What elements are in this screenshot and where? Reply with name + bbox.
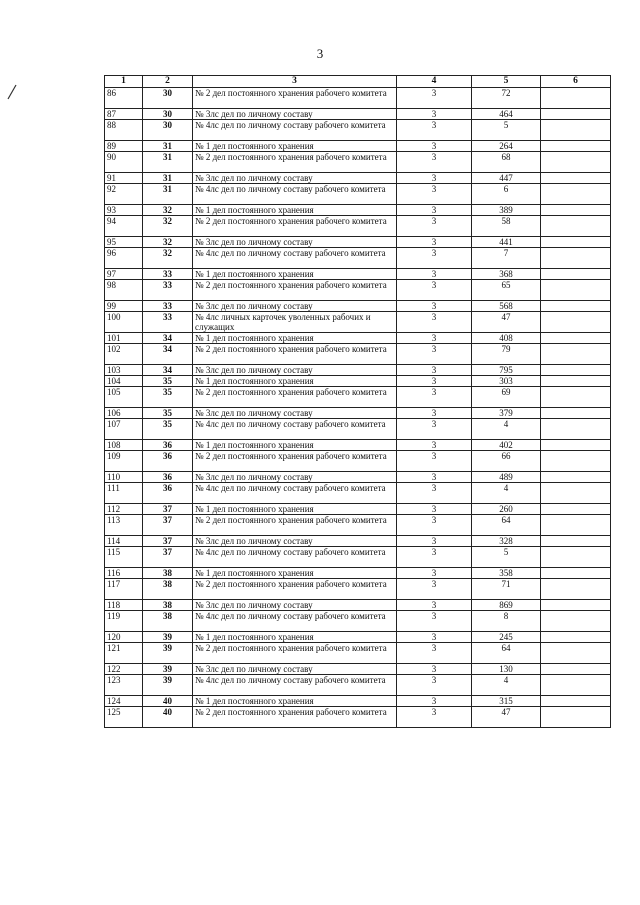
- section-cell: 3: [397, 88, 472, 109]
- row-number-cell: 89: [105, 141, 143, 152]
- note-cell: [541, 440, 611, 451]
- section-cell: 3: [397, 632, 472, 643]
- inventory-title-cell: № 3лс дел по личному составу: [193, 600, 397, 611]
- section-cell: 3: [397, 568, 472, 579]
- table-row: [105, 152, 611, 173]
- inventory-title-cell: № 1 дел постоянного хранения: [193, 333, 397, 344]
- section-cell: 3: [397, 643, 472, 664]
- inventory-number-cell: 38: [143, 600, 193, 611]
- note-cell: [541, 504, 611, 515]
- section-cell: 3: [397, 141, 472, 152]
- inventory-title-cell: № 1 дел постоянного хранения: [193, 141, 397, 152]
- file-count-cell: 303: [472, 376, 541, 387]
- note-cell: [541, 643, 611, 664]
- inventory-title-cell: № 3лс дел по личному составу: [193, 365, 397, 376]
- inventory-number-cell: 38: [143, 579, 193, 600]
- inventory-number-cell: 39: [143, 632, 193, 643]
- row-number-cell: 124: [105, 696, 143, 707]
- inventory-number-cell: 37: [143, 504, 193, 515]
- section-cell: 3: [397, 237, 472, 248]
- row-number-cell: 111: [105, 483, 143, 504]
- file-count-cell: 245: [472, 632, 541, 643]
- row-number-cell: 118: [105, 600, 143, 611]
- file-count-cell: 441: [472, 237, 541, 248]
- file-count-cell: 5: [472, 120, 541, 141]
- section-cell: 3: [397, 408, 472, 419]
- file-count-cell: 379: [472, 408, 541, 419]
- pen-stroke-mark: [6, 84, 18, 100]
- row-number-cell: 99: [105, 301, 143, 312]
- inventory-title-cell: № 3лс дел по личному составу: [193, 472, 397, 483]
- inventory-number-cell: 31: [143, 173, 193, 184]
- file-count-cell: 358: [472, 568, 541, 579]
- row-number-cell: 96: [105, 248, 143, 269]
- row-number-cell: 123: [105, 675, 143, 696]
- inventory-title-cell: № 3лс дел по личному составу: [193, 301, 397, 312]
- file-count-cell: 568: [472, 301, 541, 312]
- table-row: [105, 632, 611, 643]
- note-cell: [541, 472, 611, 483]
- row-number-cell: 94: [105, 216, 143, 237]
- row-number-cell: 95: [105, 237, 143, 248]
- table-row: [105, 643, 611, 664]
- table-row: [105, 387, 611, 408]
- file-count-cell: 69: [472, 387, 541, 408]
- file-count-cell: 58: [472, 216, 541, 237]
- note-cell: [541, 365, 611, 376]
- note-cell: [541, 333, 611, 344]
- section-cell: 3: [397, 419, 472, 440]
- inventory-title-cell: № 3лс дел по личному составу: [193, 408, 397, 419]
- note-cell: [541, 376, 611, 387]
- inventory-number-cell: 35: [143, 419, 193, 440]
- inventory-number-cell: 36: [143, 472, 193, 483]
- column-header: 1: [105, 76, 143, 88]
- inventory-number-cell: 39: [143, 643, 193, 664]
- inventory-title-cell: № 3лс дел по личному составу: [193, 237, 397, 248]
- section-cell: 3: [397, 472, 472, 483]
- inventory-number-cell: 33: [143, 280, 193, 301]
- file-count-cell: 72: [472, 88, 541, 109]
- table-row: [105, 664, 611, 675]
- note-cell: [541, 600, 611, 611]
- section-cell: 3: [397, 205, 472, 216]
- section-cell: 3: [397, 707, 472, 728]
- section-cell: 3: [397, 515, 472, 536]
- table-row: [105, 365, 611, 376]
- note-cell: [541, 387, 611, 408]
- section-cell: 3: [397, 216, 472, 237]
- inventory-title-cell: № 1 дел постоянного хранения: [193, 568, 397, 579]
- inventory-number-cell: 36: [143, 440, 193, 451]
- note-cell: [541, 205, 611, 216]
- row-number-cell: 117: [105, 579, 143, 600]
- inventory-number-cell: 37: [143, 536, 193, 547]
- inventory-title-cell: № 4лс дел по личному составу рабочего комитета: [193, 184, 397, 205]
- table-row: [105, 568, 611, 579]
- row-number-cell: 108: [105, 440, 143, 451]
- row-number-cell: 107: [105, 419, 143, 440]
- inventory-title-cell: № 2 дел постоянного хранения рабочего комитета: [193, 216, 397, 237]
- note-cell: [541, 184, 611, 205]
- row-number-cell: 86: [105, 88, 143, 109]
- row-number-cell: 112: [105, 504, 143, 515]
- file-count-cell: 795: [472, 365, 541, 376]
- section-cell: 3: [397, 483, 472, 504]
- inventory-number-cell: 34: [143, 333, 193, 344]
- row-number-cell: 98: [105, 280, 143, 301]
- section-cell: 3: [397, 269, 472, 280]
- inventory-title-cell: № 2 дел постоянного хранения рабочего комитета: [193, 451, 397, 472]
- inventory-number-cell: 32: [143, 216, 193, 237]
- note-cell: [541, 675, 611, 696]
- inventory-number-cell: 31: [143, 141, 193, 152]
- row-number-cell: 105: [105, 387, 143, 408]
- table-row: [105, 536, 611, 547]
- column-header: 4: [397, 76, 472, 88]
- section-cell: 3: [397, 600, 472, 611]
- inventory-number-cell: 36: [143, 451, 193, 472]
- section-cell: 3: [397, 109, 472, 120]
- file-count-cell: 65: [472, 280, 541, 301]
- inventory-title-cell: № 4лс дел по личному составу рабочего комитета: [193, 547, 397, 568]
- table-row: [105, 419, 611, 440]
- file-count-cell: 489: [472, 472, 541, 483]
- table-row: [105, 280, 611, 301]
- section-cell: 3: [397, 184, 472, 205]
- inventory-number-cell: 33: [143, 312, 193, 333]
- inventory-title-cell: № 4лс дел по личному составу рабочего комитета: [193, 675, 397, 696]
- section-cell: 3: [397, 579, 472, 600]
- table-row: [105, 611, 611, 632]
- row-number-cell: 90: [105, 152, 143, 173]
- note-cell: [541, 664, 611, 675]
- section-cell: 3: [397, 173, 472, 184]
- row-number-cell: 91: [105, 173, 143, 184]
- file-count-cell: 869: [472, 600, 541, 611]
- row-number-cell: 88: [105, 120, 143, 141]
- row-number-cell: 104: [105, 376, 143, 387]
- section-cell: 3: [397, 675, 472, 696]
- table-row: [105, 472, 611, 483]
- section-cell: 3: [397, 152, 472, 173]
- file-count-cell: 264: [472, 141, 541, 152]
- inventory-number-cell: 37: [143, 515, 193, 536]
- column-header: 3: [193, 76, 397, 88]
- section-cell: 3: [397, 536, 472, 547]
- note-cell: [541, 579, 611, 600]
- inventory-number-cell: 32: [143, 237, 193, 248]
- file-count-cell: 4: [472, 483, 541, 504]
- inventory-number-cell: 39: [143, 675, 193, 696]
- table-row: [105, 184, 611, 205]
- note-cell: [541, 248, 611, 269]
- inventory-number-cell: 33: [143, 301, 193, 312]
- section-cell: 3: [397, 312, 472, 333]
- inventory-title-cell: № 4лс дел по личному составу рабочего комитета: [193, 611, 397, 632]
- table-row: [105, 483, 611, 504]
- file-count-cell: 130: [472, 664, 541, 675]
- section-cell: 3: [397, 611, 472, 632]
- section-cell: 3: [397, 301, 472, 312]
- row-number-cell: 101: [105, 333, 143, 344]
- section-cell: 3: [397, 248, 472, 269]
- inventory-number-cell: 31: [143, 152, 193, 173]
- section-cell: 3: [397, 504, 472, 515]
- inventory-number-cell: 40: [143, 707, 193, 728]
- table-row: [105, 333, 611, 344]
- inventory-number-cell: 33: [143, 269, 193, 280]
- file-count-cell: 8: [472, 611, 541, 632]
- table-row: [105, 707, 611, 728]
- inventory-title-cell: № 2 дел постоянного хранения рабочего комитета: [193, 707, 397, 728]
- inventory-number-cell: 40: [143, 696, 193, 707]
- row-number-cell: 113: [105, 515, 143, 536]
- file-count-cell: 464: [472, 109, 541, 120]
- row-number-cell: 122: [105, 664, 143, 675]
- table-row: [105, 504, 611, 515]
- note-cell: [541, 280, 611, 301]
- inventory-title-cell: № 2 дел постоянного хранения рабочего комитета: [193, 515, 397, 536]
- file-count-cell: 68: [472, 152, 541, 173]
- section-cell: 3: [397, 344, 472, 365]
- file-count-cell: 79: [472, 344, 541, 365]
- inventory-title-cell: № 2 дел постоянного хранения рабочего комитета: [193, 387, 397, 408]
- note-cell: [541, 237, 611, 248]
- inventory-title-cell: № 2 дел постоянного хранения рабочего комитета: [193, 643, 397, 664]
- file-count-cell: 389: [472, 205, 541, 216]
- file-count-cell: 71: [472, 579, 541, 600]
- row-number-cell: 116: [105, 568, 143, 579]
- section-cell: 3: [397, 440, 472, 451]
- table-row: [105, 173, 611, 184]
- inventory-number-cell: 39: [143, 664, 193, 675]
- inventory-title-cell: № 4лс дел по личному составу рабочего комитета: [193, 248, 397, 269]
- inventory-number-cell: 35: [143, 408, 193, 419]
- inventory-title-cell: № 3лс дел по личному составу: [193, 664, 397, 675]
- row-number-cell: 100: [105, 312, 143, 333]
- inventory-title-cell: № 4лс личных карточек уволенных рабочих и служащих: [193, 312, 397, 333]
- row-number-cell: 115: [105, 547, 143, 568]
- inventory-title-cell: № 1 дел постоянного хранения: [193, 269, 397, 280]
- note-cell: [541, 451, 611, 472]
- note-cell: [541, 419, 611, 440]
- file-count-cell: 5: [472, 547, 541, 568]
- row-number-cell: 125: [105, 707, 143, 728]
- table-body: [105, 88, 611, 728]
- inventory-title-cell: № 4лс дел по личному составу рабочего комитета: [193, 483, 397, 504]
- note-cell: [541, 611, 611, 632]
- section-cell: 3: [397, 451, 472, 472]
- inventory-title-cell: № 1 дел постоянного хранения: [193, 696, 397, 707]
- file-count-cell: 4: [472, 675, 541, 696]
- inventory-number-cell: 36: [143, 483, 193, 504]
- row-number-cell: 121: [105, 643, 143, 664]
- note-cell: [541, 141, 611, 152]
- section-cell: 3: [397, 333, 472, 344]
- inventory-title-cell: № 2 дел постоянного хранения рабочего комитета: [193, 88, 397, 109]
- inventory-number-cell: 38: [143, 568, 193, 579]
- inventory-title-cell: № 1 дел постоянного хранения: [193, 205, 397, 216]
- table-row: [105, 451, 611, 472]
- file-count-cell: 260: [472, 504, 541, 515]
- section-cell: 3: [397, 664, 472, 675]
- file-count-cell: 4: [472, 419, 541, 440]
- inventory-title-cell: № 2 дел постоянного хранения рабочего комитета: [193, 152, 397, 173]
- row-number-cell: 109: [105, 451, 143, 472]
- file-count-cell: 47: [472, 312, 541, 333]
- section-cell: 3: [397, 376, 472, 387]
- note-cell: [541, 707, 611, 728]
- note-cell: [541, 483, 611, 504]
- inventory-title-cell: № 4лс дел по личному составу рабочего комитета: [193, 120, 397, 141]
- inventory-title-cell: № 1 дел постоянного хранения: [193, 376, 397, 387]
- column-header: 6: [541, 76, 611, 88]
- inventory-title-cell: № 1 дел постоянного хранения: [193, 504, 397, 515]
- table-row: [105, 248, 611, 269]
- note-cell: [541, 301, 611, 312]
- inventory-title-cell: № 3лс дел по личному составу: [193, 173, 397, 184]
- table-row: [105, 675, 611, 696]
- file-count-cell: 328: [472, 536, 541, 547]
- note-cell: [541, 568, 611, 579]
- file-count-cell: 47: [472, 707, 541, 728]
- table-row: [105, 376, 611, 387]
- column-header: 5: [472, 76, 541, 88]
- note-cell: [541, 269, 611, 280]
- note-cell: [541, 547, 611, 568]
- inventory-title-cell: № 1 дел постоянного хранения: [193, 632, 397, 643]
- section-cell: 3: [397, 365, 472, 376]
- table-row: [105, 440, 611, 451]
- row-number-cell: 87: [105, 109, 143, 120]
- note-cell: [541, 312, 611, 333]
- inventory-number-cell: 31: [143, 184, 193, 205]
- table-row: [105, 515, 611, 536]
- file-count-cell: 315: [472, 696, 541, 707]
- row-number-cell: 103: [105, 365, 143, 376]
- table-row: [105, 344, 611, 365]
- row-number-cell: 92: [105, 184, 143, 205]
- row-number-cell: 93: [105, 205, 143, 216]
- note-cell: [541, 408, 611, 419]
- note-cell: [541, 632, 611, 643]
- inventory-number-cell: 30: [143, 120, 193, 141]
- row-number-cell: 102: [105, 344, 143, 365]
- inventory-number-cell: 37: [143, 547, 193, 568]
- note-cell: [541, 536, 611, 547]
- column-header: 2: [143, 76, 193, 88]
- inventory-number-cell: 34: [143, 344, 193, 365]
- table-row: [105, 88, 611, 109]
- table-row: [105, 696, 611, 707]
- note-cell: [541, 88, 611, 109]
- table-header-row: [105, 76, 611, 88]
- inventory-number-cell: 34: [143, 365, 193, 376]
- inventory-number-cell: 35: [143, 387, 193, 408]
- inventory-title-cell: № 2 дел постоянного хранения рабочего комитета: [193, 344, 397, 365]
- table-row: [105, 237, 611, 248]
- table-row: [105, 301, 611, 312]
- table-row: [105, 579, 611, 600]
- inventory-title-cell: № 4лс дел по личному составу рабочего комитета: [193, 419, 397, 440]
- table-row: [105, 141, 611, 152]
- file-count-cell: 447: [472, 173, 541, 184]
- row-number-cell: 106: [105, 408, 143, 419]
- row-number-cell: 120: [105, 632, 143, 643]
- note-cell: [541, 216, 611, 237]
- row-number-cell: 97: [105, 269, 143, 280]
- inventory-title-cell: № 2 дел постоянного хранения рабочего комитета: [193, 280, 397, 301]
- inventory-number-cell: 30: [143, 88, 193, 109]
- file-count-cell: 64: [472, 515, 541, 536]
- inventory-table: [104, 75, 611, 728]
- table-row: [105, 109, 611, 120]
- section-cell: 3: [397, 547, 472, 568]
- row-number-cell: 119: [105, 611, 143, 632]
- section-cell: 3: [397, 280, 472, 301]
- inventory-title-cell: № 1 дел постоянного хранения: [193, 440, 397, 451]
- file-count-cell: 6: [472, 184, 541, 205]
- inventory-number-cell: 38: [143, 611, 193, 632]
- note-cell: [541, 152, 611, 173]
- section-cell: 3: [397, 120, 472, 141]
- table-row: [105, 547, 611, 568]
- row-number-cell: 114: [105, 536, 143, 547]
- table-row: [105, 120, 611, 141]
- file-count-cell: 408: [472, 333, 541, 344]
- page-number: 3: [316, 46, 324, 61]
- inventory-number-cell: 35: [143, 376, 193, 387]
- file-count-cell: 368: [472, 269, 541, 280]
- inventory-title-cell: № 3лс дел по личному составу: [193, 109, 397, 120]
- inventory-title-cell: № 3лс дел по личному составу: [193, 536, 397, 547]
- row-number-cell: 110: [105, 472, 143, 483]
- note-cell: [541, 120, 611, 141]
- table-row: [105, 205, 611, 216]
- note-cell: [541, 109, 611, 120]
- note-cell: [541, 173, 611, 184]
- table-row: [105, 312, 611, 333]
- inventory-title-cell: № 2 дел постоянного хранения рабочего комитета: [193, 579, 397, 600]
- file-count-cell: 66: [472, 451, 541, 472]
- inventory-number-cell: 30: [143, 109, 193, 120]
- table-row: [105, 269, 611, 280]
- inventory-number-cell: 32: [143, 248, 193, 269]
- note-cell: [541, 696, 611, 707]
- table-row: [105, 600, 611, 611]
- note-cell: [541, 515, 611, 536]
- section-cell: 3: [397, 696, 472, 707]
- table-row: [105, 408, 611, 419]
- file-count-cell: 7: [472, 248, 541, 269]
- inventory-number-cell: 32: [143, 205, 193, 216]
- file-count-cell: 64: [472, 643, 541, 664]
- section-cell: 3: [397, 387, 472, 408]
- file-count-cell: 402: [472, 440, 541, 451]
- note-cell: [541, 344, 611, 365]
- table-row: [105, 216, 611, 237]
